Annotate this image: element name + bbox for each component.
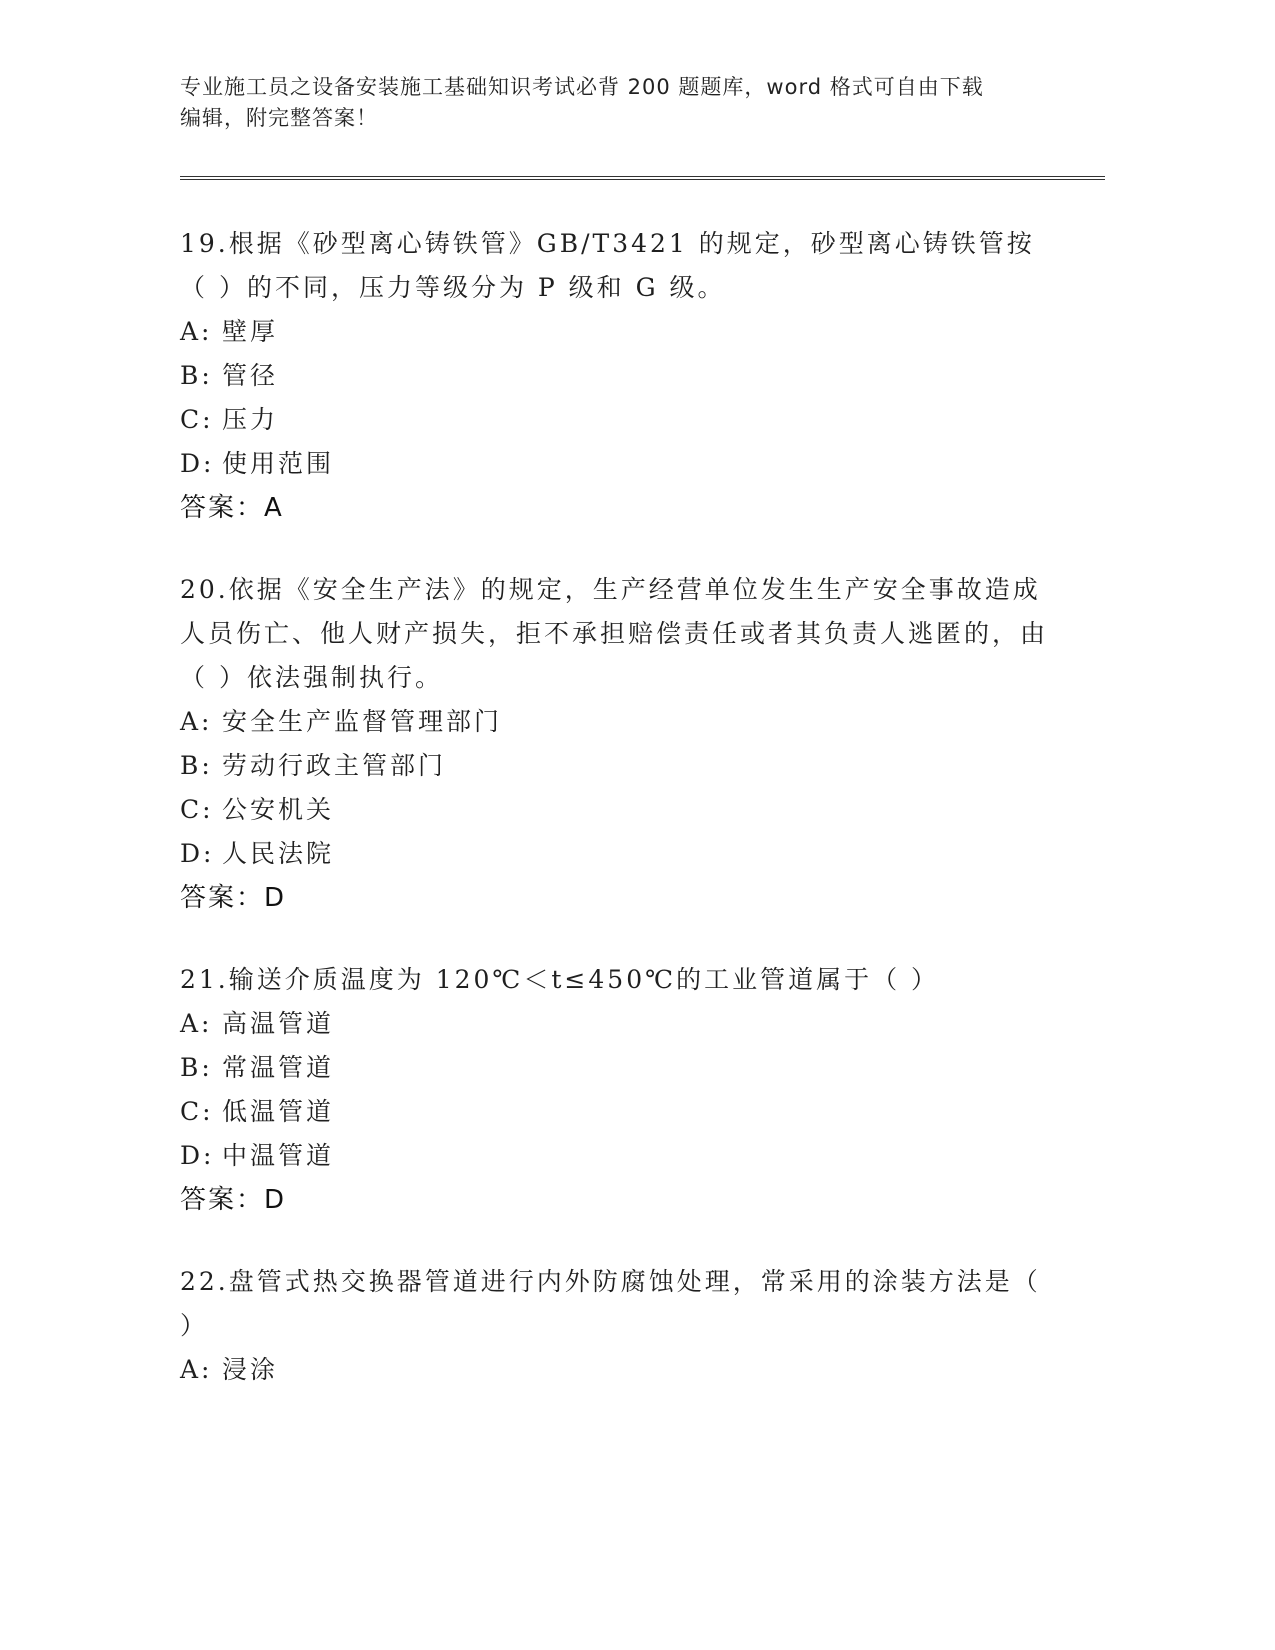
option-b: [180, 744, 1060, 788]
option-key: A:: [180, 1009, 213, 1038]
option-text: 常温管道: [222, 1053, 335, 1082]
option-c: [180, 1090, 1060, 1134]
option-text: 低温管道: [222, 1097, 335, 1126]
question-list: [180, 222, 1060, 1430]
option-a: [180, 310, 1060, 354]
question-22: [180, 1260, 1060, 1392]
question-stem: 21.输送介质温度为 120℃＜t≤450℃的工业管道属于（ ）: [180, 965, 940, 994]
option-text: 压力: [222, 405, 279, 434]
option-d: [180, 442, 1060, 486]
header-title-line-1: 专业施工员之设备安装施工基础知识考试必背 200 题题库，word 格式可自由下载: [180, 75, 984, 99]
option-key: D:: [180, 839, 215, 868]
answer-label: 答案：D: [180, 1185, 287, 1215]
answer-label: 答案：A: [180, 493, 284, 523]
option-key: C:: [180, 405, 214, 434]
option-a: [180, 1002, 1060, 1046]
option-b: [180, 1046, 1060, 1090]
question-21: [180, 958, 1060, 1222]
option-text: 劳动行政主管部门: [222, 751, 447, 780]
option-key: B:: [180, 751, 213, 780]
header-divider: [180, 176, 1105, 180]
option-d: [180, 832, 1060, 876]
option-text: 人民法院: [222, 839, 335, 868]
option-key: B:: [180, 1053, 213, 1082]
option-text: 壁厚: [222, 317, 279, 346]
question-20: [180, 568, 1060, 920]
option-b: [180, 354, 1060, 398]
option-d: [180, 1134, 1060, 1178]
option-text: 安全生产监督管理部门: [222, 707, 503, 736]
question-19: [180, 222, 1060, 530]
option-text: 公安机关: [222, 795, 335, 824]
option-c: [180, 398, 1060, 442]
option-a: [180, 1348, 1060, 1392]
option-key: D:: [180, 1141, 215, 1170]
document-header: [180, 72, 1060, 134]
question-stem: 20.依据《安全生产法》的规定，生产经营单位发生生产安全事故造成人员伤亡、他人财产损失，拒不承担赔偿责任或者其负责人逃匿的，由（ ）依法强制执行。: [180, 575, 1049, 692]
option-key: A:: [180, 317, 213, 346]
option-key: A:: [180, 1355, 213, 1384]
option-c: [180, 788, 1060, 832]
question-stem: 19.根据《砂型离心铸铁管》GB/T3421 的规定，砂型离心铸铁管按（ ）的不同，压力等级分为 P 级和 G 级。: [180, 229, 1035, 302]
option-key: B:: [180, 361, 213, 390]
option-text: 浸涂: [222, 1355, 279, 1384]
option-key: C:: [180, 1097, 214, 1126]
option-text: 高温管道: [222, 1009, 335, 1038]
option-key: C:: [180, 795, 214, 824]
question-stem: 22.盘管式热交换器管道进行内外防腐蚀处理，常采用的涂装方法是（ ）: [180, 1267, 1041, 1340]
option-text: 中温管道: [222, 1141, 335, 1170]
option-a: [180, 700, 1060, 744]
option-text: 使用范围: [222, 449, 335, 478]
answer-label: 答案：D: [180, 883, 287, 913]
option-key: D:: [180, 449, 215, 478]
header-title-line-2: 编辑，附完整答案！: [180, 106, 378, 130]
option-text: 管径: [222, 361, 279, 390]
option-key: A:: [180, 707, 213, 736]
